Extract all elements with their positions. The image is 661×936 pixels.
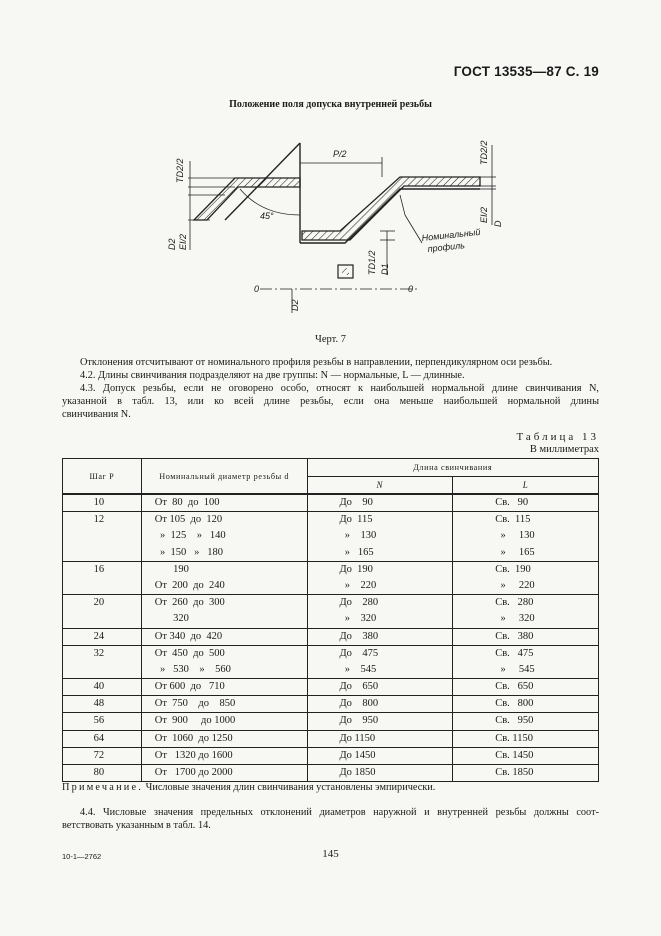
cell-length-n-line: » 165 (339, 546, 374, 558)
cell-length-n-line: До 950 (339, 715, 379, 727)
cell-length-l-line: Св. 380 (495, 630, 534, 642)
cell-pitch (63, 494, 142, 512)
cell-length-n (307, 494, 453, 512)
table-body (63, 494, 599, 782)
cell-diameter (141, 628, 307, 645)
cell-pitch-line: 10 (93, 497, 105, 508)
cell-diameter (141, 512, 307, 562)
cell-length-n-line: » 130 (339, 530, 377, 542)
cell-diameter-line: От 750 до 850 (154, 698, 236, 710)
cell-length-n-line: » 545 (339, 663, 377, 675)
paragraph-4-2: 4.2. Длины свинчивания подразделяют на две группы: N — нормальные, L — длинные. (80, 370, 465, 381)
table-row (63, 679, 599, 696)
cell-pitch-line: 24 (93, 630, 105, 642)
cell-pitch (63, 645, 142, 678)
paragraph-4-3-line2: указанной в табл. 13, или ко всей длине резьбы, если она меньше наибольшей нормальной длины (62, 396, 599, 407)
page-header: ГОСТ 13535—87 С. 19 (453, 64, 599, 79)
cell-pitch-line: 32 (93, 647, 105, 659)
cell-pitch-line: 64 (93, 732, 105, 744)
cell-length-l-line: Св. 115 (495, 514, 531, 526)
cell-length-n (307, 512, 453, 562)
cell-length-n-line: До 115 (339, 514, 373, 526)
label-axis-left: 0 (254, 284, 260, 294)
cell-pitch (63, 595, 142, 628)
cell-length-l (453, 696, 599, 713)
cell-length-n-line: До 1450 (339, 749, 376, 761)
cell-pitch (63, 679, 142, 696)
cell-length-l-line: » 130 (495, 530, 535, 542)
paragraph-4-3-line1: 4.3. Допуск резьбы, если не оговорено особо, относят к наибольшей нормальной длине свинчивания N, (80, 383, 599, 394)
cell-pitch-line: 16 (93, 563, 105, 575)
table-row (63, 494, 599, 512)
cell-diameter-line: » 125 » 140 (154, 530, 226, 542)
table-row (63, 713, 599, 730)
cell-pitch-line (63, 528, 141, 544)
table-row (63, 730, 599, 747)
cell-length-l (453, 679, 599, 696)
table-note (62, 782, 435, 793)
cell-diameter-line: От 340 до 420 (154, 630, 223, 642)
cell-length-n (307, 628, 453, 645)
label-ei-half-right: EI/2 (479, 206, 489, 223)
label-d-right: D (493, 220, 503, 227)
cell-length-n-line: » 320 (339, 613, 377, 625)
cell-length-n-line: До 190 (339, 563, 373, 575)
paragraph-deviations: Отклонения отсчитывают от номинального профиля резьбы в направлении, перпендикулярном оси резьбы. (80, 357, 553, 368)
cell-diameter (141, 595, 307, 628)
table-row (63, 645, 599, 678)
cell-length-l-line: Св. 950 (495, 715, 534, 727)
screw-length-table (62, 458, 599, 782)
cell-pitch-line: 20 (93, 597, 105, 609)
cell-pitch (63, 730, 142, 747)
cell-pitch-line: 80 (93, 767, 105, 778)
cell-diameter-line: От 600 до 710 (154, 681, 225, 693)
cell-pitch-line (63, 662, 141, 678)
label-d2-axis: D2 (290, 299, 300, 311)
cell-diameter-line: От 200 до 240 (154, 579, 225, 591)
cell-length-l (453, 713, 599, 730)
cell-diameter-line: 190 (154, 563, 189, 575)
table-row (63, 765, 599, 782)
note-label: Примечание. (62, 782, 144, 793)
table-title: Таблица 13 (516, 431, 599, 443)
cell-length-n-line: » 220 (339, 579, 377, 591)
label-td2-half-left: TD2/2 (175, 158, 185, 183)
cell-diameter (141, 679, 307, 696)
cell-length-l-line: Св. 1150 (495, 732, 534, 744)
cell-pitch-line: 48 (93, 698, 105, 710)
cell-length-n-line: До 1150 (339, 732, 376, 744)
cell-length-n-line: До 380 (339, 630, 379, 642)
label-d2-left: D2 (167, 238, 177, 250)
cell-length-l (453, 595, 599, 628)
cell-pitch (63, 512, 142, 562)
cell-diameter (141, 765, 307, 782)
label-angle: 45° (260, 211, 274, 221)
cell-length-l-line: » 165 (495, 546, 535, 558)
table-row (63, 512, 599, 562)
cell-length-l (453, 765, 599, 782)
cell-length-n (307, 645, 453, 678)
cell-diameter-line: » 530 » 560 (154, 663, 231, 675)
cell-diameter-line: От 1060 до 1250 (154, 732, 233, 744)
cell-length-l-line: Св. 190 (495, 563, 531, 575)
cell-length-l (453, 730, 599, 747)
label-p-half: P/2 (333, 149, 347, 159)
table-row (63, 628, 599, 645)
cell-length-l-line: Св. 280 (495, 597, 534, 609)
header-pitch: Шаг P (63, 459, 142, 495)
cell-pitch-line: 56 (93, 715, 105, 727)
cell-pitch (63, 747, 142, 764)
footer-code: 10-1—2762 (62, 852, 102, 861)
cell-pitch-line (63, 611, 141, 627)
cell-length-l (453, 628, 599, 645)
cell-diameter-line: От 1700 до 2000 (154, 767, 233, 778)
label-td2-half-right: TD2/2 (479, 140, 489, 165)
cell-length-n (307, 713, 453, 730)
label-td1-half: TD1/2 (367, 250, 377, 275)
table-units: В миллиметрах (529, 444, 599, 455)
header-diameter: Номинальный диаметр резьбы d (141, 459, 307, 495)
cell-diameter-line: От 450 до 500 (154, 647, 225, 659)
label-nominal-profile-2: профиль (427, 240, 466, 254)
paragraph-4-4-line2: ветствовать указанным в табл. 14. (62, 820, 211, 831)
page-number: 145 (322, 848, 339, 860)
header-length: Длина свинчивания (307, 459, 599, 477)
cell-diameter (141, 645, 307, 678)
cell-length-l-line: Св. 475 (495, 647, 534, 659)
cell-pitch (63, 713, 142, 730)
cell-length-l-line: Св. 800 (495, 698, 534, 710)
cell-diameter (141, 747, 307, 764)
header-l: L (453, 477, 599, 495)
table-row (63, 561, 599, 594)
cell-pitch (63, 696, 142, 713)
cell-diameter-line: От 1320 до 1600 (154, 749, 233, 761)
cell-length-n (307, 561, 453, 594)
cell-length-n (307, 679, 453, 696)
cell-length-l-line: Св. 650 (495, 681, 534, 693)
figure-caption: Черт. 7 (315, 334, 346, 345)
cell-length-n-line: До 800 (339, 698, 379, 710)
cell-diameter-line: От 80 до 100 (154, 497, 220, 508)
cell-length-l (453, 747, 599, 764)
square-symbol-hatch (342, 268, 349, 275)
cell-length-l-line: » 320 (495, 613, 535, 625)
cell-length-n-line: До 90 (339, 497, 373, 508)
cell-length-n-line: До 475 (339, 647, 379, 659)
table-row (63, 747, 599, 764)
cell-diameter (141, 494, 307, 512)
cell-length-n-line: До 650 (339, 681, 379, 693)
cell-diameter-line: » 150 » 180 (154, 546, 224, 558)
cell-length-l-line: Св. 1450 (495, 749, 534, 761)
cell-length-l-line: » 545 (495, 663, 535, 675)
cell-pitch-line: 40 (93, 681, 105, 693)
cell-length-n (307, 595, 453, 628)
cell-diameter (141, 713, 307, 730)
thread-tolerance-drawing (150, 125, 510, 330)
label-ei-half-left: EI/2 (178, 233, 188, 250)
cell-pitch-line (63, 578, 141, 594)
cell-length-l (453, 512, 599, 562)
cell-length-n-line: До 280 (339, 597, 379, 609)
cell-pitch (63, 561, 142, 594)
cell-pitch (63, 628, 142, 645)
cell-length-l-line: Св. 1850 (495, 767, 534, 778)
cell-length-l-line: » 220 (495, 579, 535, 591)
label-d1: D1 (380, 263, 390, 275)
cell-pitch (63, 765, 142, 782)
cell-diameter-line: От 900 до 1000 (154, 715, 236, 727)
cell-diameter (141, 696, 307, 713)
table-row (63, 696, 599, 713)
cell-length-l (453, 645, 599, 678)
cell-length-l-line: Св. 90 (495, 497, 529, 508)
cell-length-n (307, 747, 453, 764)
cell-pitch-line (63, 545, 141, 561)
cell-pitch-line: 72 (93, 749, 105, 761)
figure-title: Положение поля допуска внутренней резьбы (229, 99, 432, 110)
table-row (63, 595, 599, 628)
cell-length-n-line: До 1850 (339, 767, 376, 778)
cell-length-n (307, 730, 453, 747)
cell-diameter (141, 730, 307, 747)
cell-diameter (141, 561, 307, 594)
paragraph-4-4-line1: 4.4. Числовые значения предельных отклонений диаметров наружной и внутренней резьбы должны соот- (80, 807, 599, 818)
cell-length-l (453, 494, 599, 512)
paragraph-4-3-line3: свинчивания N. (62, 409, 131, 420)
cell-length-l (453, 561, 599, 594)
note-text: Числовые значения длин свинчивания установлены эмпирически. (145, 782, 436, 793)
cell-diameter-line: От 105 до 120 (154, 514, 223, 526)
label-axis-right: 0 (408, 284, 414, 294)
cell-diameter-line: От 260 до 300 (154, 597, 225, 609)
header-n: N (307, 477, 453, 495)
cell-length-n (307, 696, 453, 713)
label-nominal-profile-1: Номинальный (421, 226, 481, 243)
cell-length-n (307, 765, 453, 782)
cell-pitch-line: 12 (93, 514, 105, 526)
cell-diameter-line: 320 (154, 613, 189, 625)
